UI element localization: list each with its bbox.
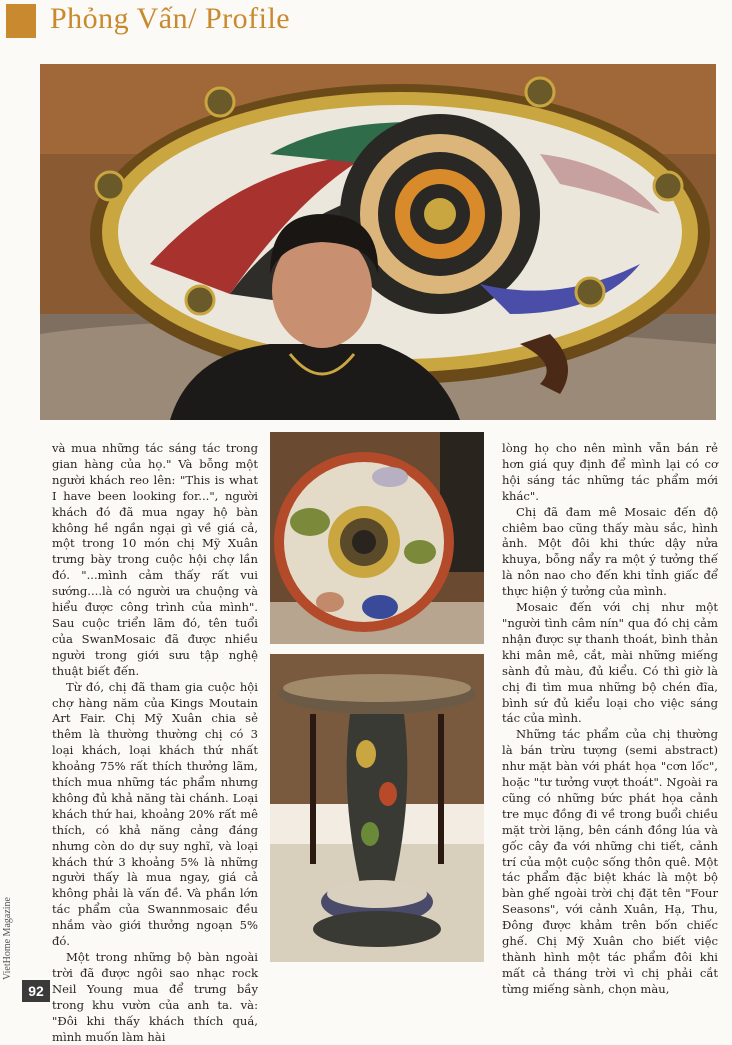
right-paragraph-1: lòng họ cho nên mình vẫn bán rẻ hơn giá quy định để mình lại có cơ hội sáng tác những tác phẩm mới khác". <box>502 441 718 503</box>
page-number: 92 <box>22 980 50 1002</box>
right-paragraph-2: Chị đã đam mê Mosaic đến độ chiêm bao cũng thấy màu sắc, hình ảnh. Một đôi khi thức dậy nửa khuya, bỗng nẩy ra một ý tưởng thế là nôn nao cho đến khi tỉnh giấc để thực hiện ý tưởng của mình. <box>502 504 718 599</box>
mosaic-table-illustration <box>40 64 716 420</box>
right-paragraph-3: Mosaic đến với chị như một "người tình câm nín" qua đó chị cảm nhận được sự thanh thoát, bình thản khi mân mê, cắt, mài những miếng sành đủ màu, đủ kiểu. Có thì giờ là chị đi tìm mua những bộ chén đĩa, bình sứ đủ kiểu loại cho việc sáng tác của mình. <box>502 600 718 726</box>
main-photo <box>40 64 716 420</box>
right-text-column <box>502 441 718 998</box>
section-title: Phỏng Vấn/ Profile <box>50 2 291 35</box>
left-paragraph-3: Một trong những bộ bàn ngoài trời đã được ngôi sao nhạc rock Neil Young mua để trưng bầy trong khu vườn của anh ta. và: "Đôi khi thấy khách thích quá, mình muốn làm hài <box>52 950 258 1044</box>
magazine-name: VietHome Magazine <box>2 897 13 980</box>
left-text-column <box>52 441 258 1045</box>
right-paragraph-4: Những tác phẩm của chị thường là bán trừu tượng (semi abstract) như mặt bàn với phát họa "cơn lốc", hoặc "tư tưởng vượt thoát". Ngoài ra cũng có những bức phát họa cảnh tre mục đồng đi về trong buổi chiều mặt trời lặng, bên cánh đồng lúa và gốc cây đa với những chi tiết, cảnh trí của một cuộc sống thôn quê. Một tác phẩm đặc biệt khác là một bộ bàn ghế ngoài trời chị đặt tên "Four Seasons", với cảnh Xuân, Hạ, Thu, Đông được khảm trên bốn chiếc ghế. Chị Mỹ Xuân cho biết việc thành hình một tác phẩm đôi khi mất cả tháng trời vì chị phải cắt từng miếng sành, chọn màu, <box>502 727 718 996</box>
birdbath-photo <box>270 654 484 962</box>
mosaic-plate-illustration <box>270 432 484 644</box>
mosaic-birdbath-illustration <box>270 654 484 962</box>
plate-photo <box>270 432 484 644</box>
header-accent-bar <box>6 4 36 38</box>
left-paragraph-1: và mua những tác sáng tác trong gian hàng của họ." Và bỗng một người khách reo lên: "This is what I have been looking for...", người khách đó đã mua ngay hộ bàn không hề ngần ngại gì về giá cả, một trong 10 món chị Mỹ Xuân trưng bày trong cuộc hội chợ lần đó. "...mình cảm thấy rất vui sướng....là có người ưa chuộng và hiểu được công trình của mình". Sau cuộc triển lãm đó, tên tuổi của SwanMosaic đã được nhiều người trong giới sưu tập nghệ thuật biết đến. <box>52 441 258 678</box>
left-paragraph-2: Từ đó, chị đã tham gia cuộc hội chợ hàng năm của Kings Moutain Art Fair. Chị Mỹ Xuân chia sẻ thêm là thường thường chị có 3 loại khách, loại khách thứ nhất khoảng 75% rất thích thưởng lãm, thích mua những tác phẩm nhưng không đủ khả năng tài chánh. Loại khách thứ hai, khoảng 20% rất mê thích, có khả năng cảng đáng nhưng còn do dự suy nghĩ, và loại khách thứ 3 khoảng 5% là những người thấy là mua ngay, giá cả không phải là vấn đề. Và phần lớn tác phẩm của Swannmosaic đều nhắm vào giới thưởng ngoạn 5% đó. <box>52 679 258 949</box>
